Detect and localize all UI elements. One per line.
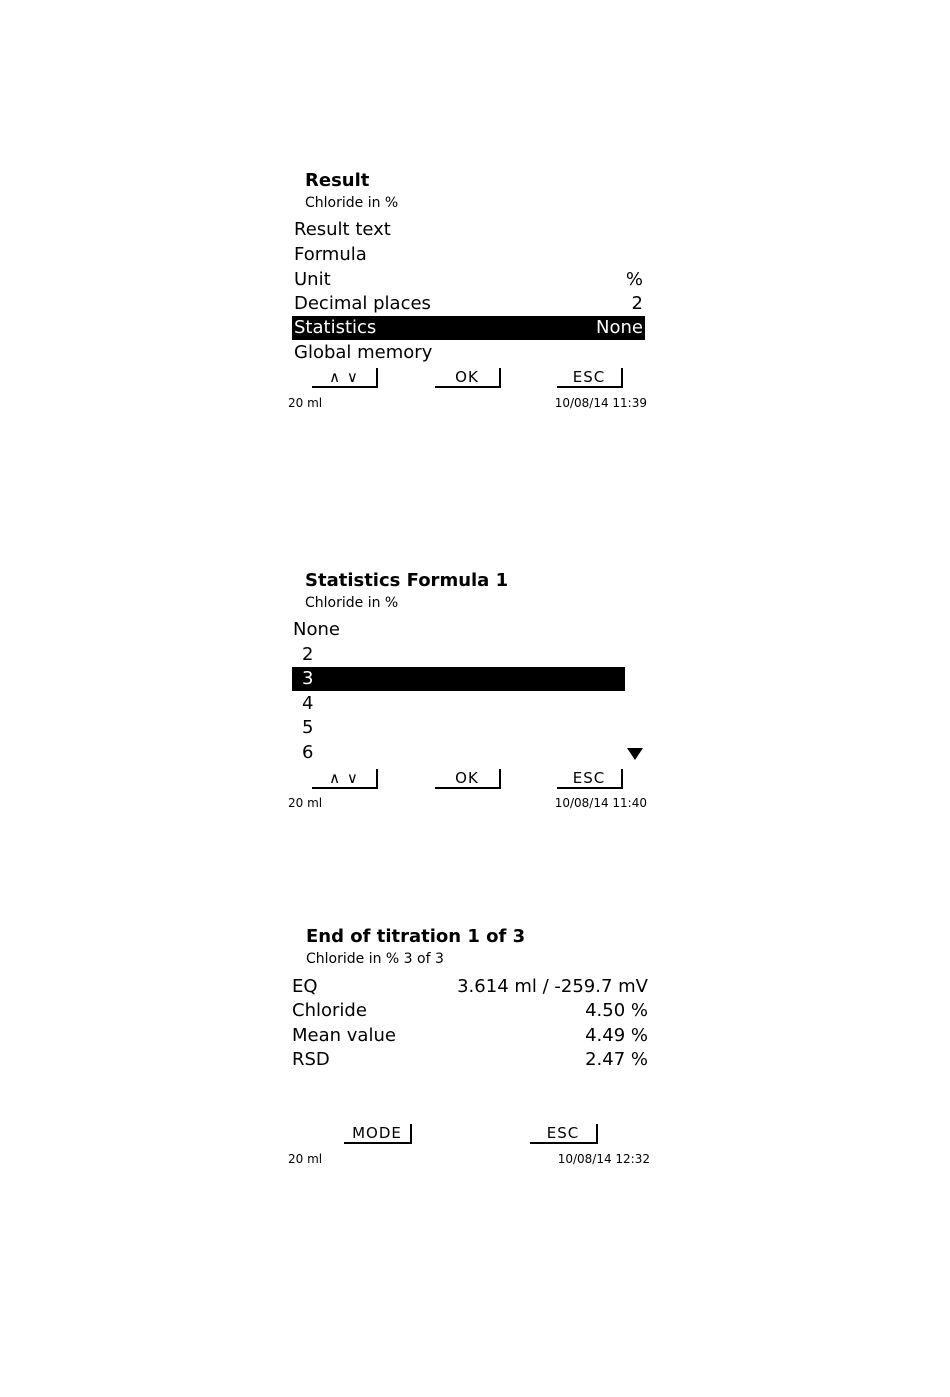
volume-readout: 20 ml bbox=[288, 796, 323, 810]
ok-button[interactable]: OK bbox=[435, 769, 501, 789]
option-2[interactable] bbox=[292, 643, 625, 667]
menu-item-value: 2 bbox=[631, 293, 643, 314]
result-value: 4.50 % bbox=[585, 1000, 648, 1021]
menu-item-result-text[interactable] bbox=[292, 218, 645, 242]
mode-button[interactable]: MODE bbox=[344, 1124, 412, 1144]
menu-item-decimal-places[interactable] bbox=[292, 292, 645, 316]
menu-item-global-memory[interactable] bbox=[292, 341, 645, 365]
result-row-rsd bbox=[292, 1048, 648, 1072]
option-label: 2 bbox=[302, 644, 314, 665]
option-label: 6 bbox=[302, 742, 314, 763]
datetime-readout: 10/08/14 11:40 bbox=[554, 796, 647, 810]
result-screen bbox=[286, 168, 651, 418]
menu-item-label: Decimal places bbox=[294, 293, 431, 314]
option-4[interactable] bbox=[292, 692, 625, 716]
screen-title: Result bbox=[305, 170, 370, 191]
esc-button[interactable]: ESC bbox=[557, 769, 623, 789]
triangle-down-icon bbox=[627, 748, 643, 760]
option-5[interactable] bbox=[292, 716, 625, 740]
result-label: EQ bbox=[292, 976, 318, 997]
option-3[interactable] bbox=[292, 667, 625, 691]
menu-item-value: % bbox=[625, 269, 643, 290]
result-label: Mean value bbox=[292, 1025, 396, 1046]
result-value: 4.49 % bbox=[585, 1025, 648, 1046]
navigate-button[interactable]: ∧ ∨ bbox=[312, 769, 378, 789]
result-value: 3.614 ml / -259.7 mV bbox=[457, 976, 648, 997]
statistics-formula-screen bbox=[286, 568, 651, 818]
end-of-titration-screen bbox=[286, 924, 651, 1174]
result-label: RSD bbox=[292, 1049, 330, 1070]
result-row-eq bbox=[292, 975, 648, 999]
menu-item-unit[interactable] bbox=[292, 268, 645, 292]
esc-button[interactable]: ESC bbox=[557, 368, 623, 388]
menu-item-label: Result text bbox=[294, 219, 391, 240]
menu-item-statistics[interactable] bbox=[292, 316, 645, 340]
esc-button[interactable]: ESC bbox=[530, 1124, 598, 1144]
menu-item-label: Global memory bbox=[294, 342, 433, 363]
ok-button[interactable]: OK bbox=[435, 368, 501, 388]
menu-item-formula[interactable] bbox=[292, 243, 645, 267]
menu-item-label: Formula bbox=[294, 244, 367, 265]
option-label: 5 bbox=[302, 717, 314, 738]
result-row-chloride bbox=[292, 999, 648, 1023]
result-row-mean-value bbox=[292, 1024, 648, 1048]
menu-item-label: Unit bbox=[294, 269, 331, 290]
option-label: 4 bbox=[302, 693, 314, 714]
menu-item-value: None bbox=[596, 317, 643, 338]
volume-readout: 20 ml bbox=[288, 396, 323, 410]
option-label: 3 bbox=[302, 668, 314, 689]
screen-title: End of titration 1 of 3 bbox=[306, 926, 526, 947]
screen-subtitle: Chloride in % bbox=[305, 195, 399, 211]
option-label: None bbox=[293, 619, 340, 640]
screen-subtitle: Chloride in % bbox=[305, 595, 399, 611]
datetime-readout: 10/08/14 11:39 bbox=[554, 396, 647, 410]
result-value: 2.47 % bbox=[585, 1049, 648, 1070]
option-none[interactable] bbox=[292, 618, 625, 642]
result-label: Chloride bbox=[292, 1000, 367, 1021]
navigate-button[interactable]: ∧ ∨ bbox=[312, 368, 378, 388]
datetime-readout: 10/08/14 12:32 bbox=[557, 1152, 650, 1166]
screen-subtitle: Chloride in % 3 of 3 bbox=[306, 951, 444, 967]
volume-readout: 20 ml bbox=[288, 1152, 323, 1166]
menu-item-label: Statistics bbox=[294, 317, 377, 338]
screen-title: Statistics Formula 1 bbox=[305, 570, 509, 591]
option-6[interactable] bbox=[292, 741, 625, 765]
